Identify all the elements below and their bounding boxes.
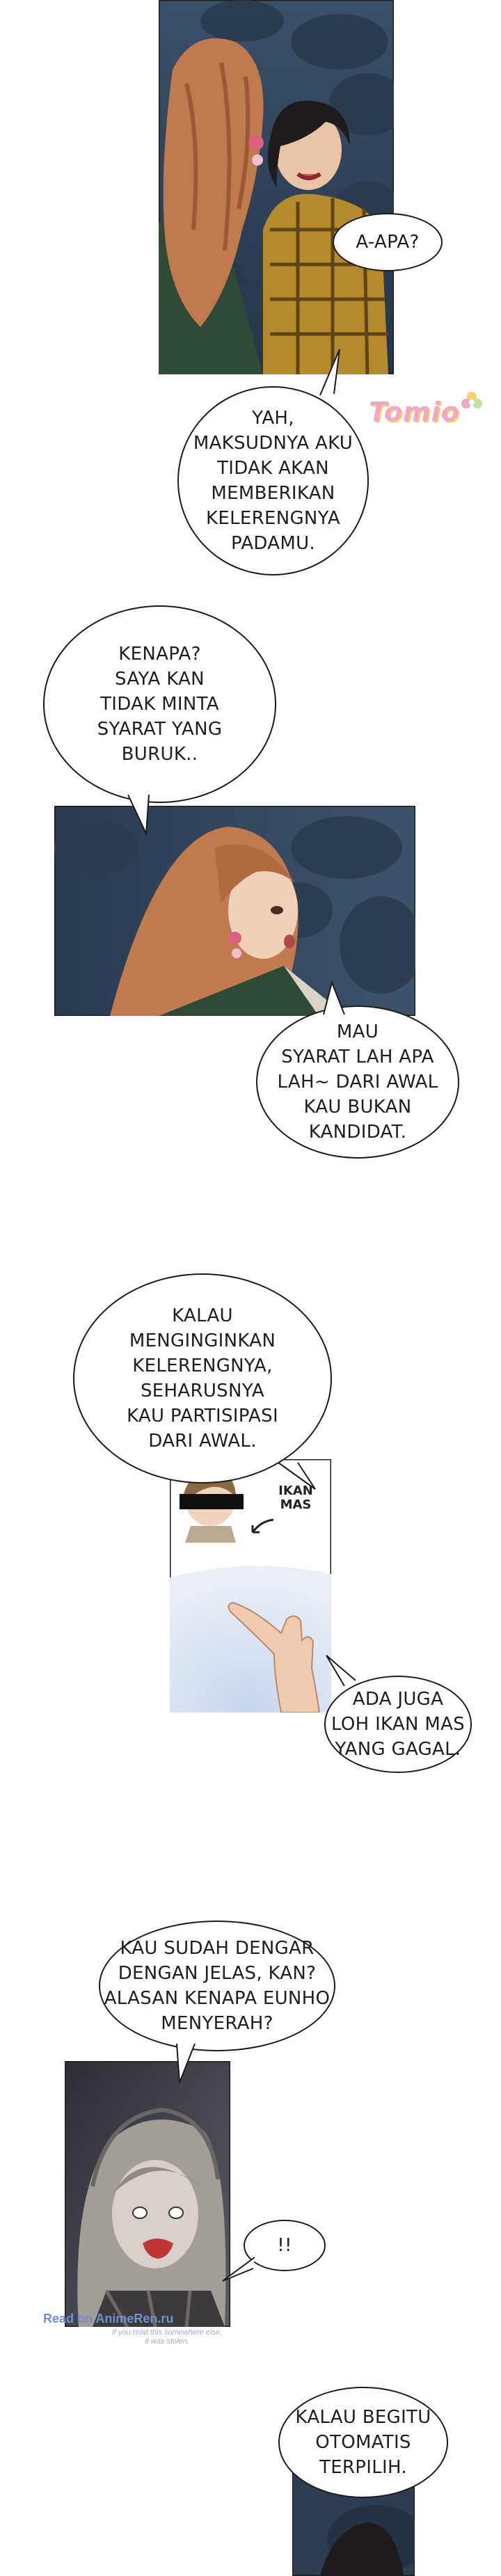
speech-bubble-kenapa — [43, 605, 276, 803]
site-watermark: Read on AnimeRen.ru — [43, 2312, 174, 2325]
speech-bubble-mau-syarat — [256, 1005, 459, 1159]
speech-bubble-tail — [125, 793, 160, 835]
speech-text: KALAU MENGINGINKAN KELERENGNYA, SEHARUSNYA KAU PARTISIPASI DARI AWAL. — [127, 1305, 278, 1452]
panel-2-surprised-woman — [54, 806, 415, 1016]
tomio-logo: Tomio — [369, 397, 460, 427]
speech-text: !! — [277, 2235, 292, 2256]
speech-bubble-tail — [174, 2042, 202, 2084]
speech-bubble-kalau-menginginkan — [73, 1273, 332, 1484]
panel-4-shocked-woman — [65, 2061, 230, 2327]
speech-bubble-tail — [317, 981, 351, 1016]
speech-text: KALAU BEGITU OTOMATIS TERPILIH. — [295, 2407, 431, 2478]
speech-text: A-APA? — [356, 232, 420, 253]
speech-bubble-yah-maksudnya — [177, 386, 369, 575]
stolen-notice: If you read this somewhere else, it was stolen. — [111, 2328, 223, 2346]
speech-bubble-tail — [306, 348, 348, 397]
panel-1-night-conversation — [159, 0, 394, 374]
woman-orange-hair — [159, 38, 264, 374]
speech-bubble-a-apa — [333, 213, 443, 271]
ikan-mas-label: IKAN MAS — [278, 1484, 313, 1512]
speech-text: ADA JUGA LOH IKAN MAS YANG GAGAL. — [331, 1689, 465, 1760]
speech-bubble-ada-juga — [324, 1676, 472, 1773]
speech-bubble-tail — [221, 2255, 256, 2282]
arrow-icon — [247, 1517, 275, 1538]
speech-text: KAU SUDAH DENGAR DENGAN JELAS, KAN? ALASAN KENAPA EUNHO MENYERAH? — [104, 1938, 331, 2034]
flower-icon — [459, 390, 484, 415]
speech-text: YAH, MAKSUDNYA AKU TIDAK AKAN MEMBERIKAN KELERENGNYA PADAMU. — [193, 408, 353, 554]
speech-bubble-kau-sudah-dengar — [99, 1921, 335, 2051]
speech-text: KENAPA? SAYA KAN TIDAK MINTA SYARAT YANG BURUK.. — [97, 644, 223, 765]
speech-text: MAU SYARAT LAH APA LAH~ DARI AWAL KAU BUKAN KANDIDAT. — [277, 1021, 438, 1143]
speech-bubble-kalau-begitu — [278, 2387, 448, 2498]
speech-bubble-tail — [324, 1653, 358, 1687]
